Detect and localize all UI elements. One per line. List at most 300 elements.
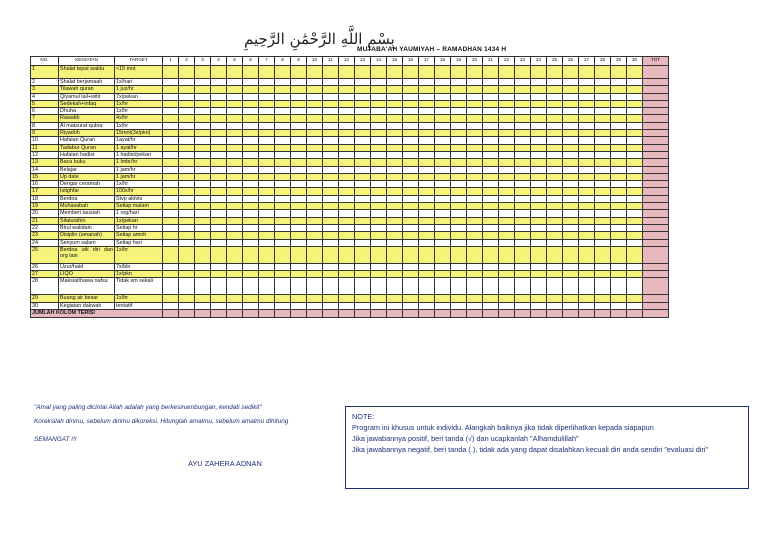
day-cell-14[interactable] (371, 166, 387, 173)
day-cell-22[interactable] (499, 263, 515, 270)
day-cell-24[interactable] (531, 203, 547, 210)
day-cell-12[interactable] (339, 100, 355, 107)
day-cell-13[interactable] (355, 263, 371, 270)
day-cell-16[interactable] (403, 86, 419, 93)
day-cell-7[interactable] (259, 108, 275, 115)
day-cell-15[interactable] (387, 79, 403, 86)
day-cell-26[interactable] (563, 86, 579, 93)
day-cell-26[interactable] (563, 66, 579, 79)
day-cell-6[interactable] (243, 173, 259, 180)
day-cell-7[interactable] (259, 66, 275, 79)
day-cell-30[interactable] (627, 166, 643, 173)
day-cell-2[interactable] (179, 122, 195, 129)
day-cell-21[interactable] (483, 122, 499, 129)
day-cell-26[interactable] (563, 130, 579, 137)
day-cell-28[interactable] (595, 210, 611, 217)
day-cell-6[interactable] (243, 159, 259, 166)
day-cell-14[interactable] (371, 159, 387, 166)
day-cell-29[interactable] (611, 232, 627, 239)
day-cell-25[interactable] (547, 295, 563, 302)
day-cell-29[interactable] (611, 217, 627, 224)
day-cell-16[interactable] (403, 188, 419, 195)
day-cell-30[interactable] (627, 188, 643, 195)
day-cell-6[interactable] (243, 166, 259, 173)
day-cell-17[interactable] (419, 93, 435, 100)
day-cell-6[interactable] (243, 278, 259, 295)
day-cell-7[interactable] (259, 217, 275, 224)
day-cell-7[interactable] (259, 151, 275, 158)
day-cell-25[interactable] (547, 137, 563, 144)
day-cell-30[interactable] (627, 263, 643, 270)
day-cell-24[interactable] (531, 79, 547, 86)
day-cell-7[interactable] (259, 295, 275, 302)
day-cell-10[interactable] (307, 210, 323, 217)
day-cell-4[interactable] (211, 173, 227, 180)
day-cell-8[interactable] (275, 239, 291, 246)
day-cell-4[interactable] (211, 151, 227, 158)
day-cell-6[interactable] (243, 195, 259, 202)
day-cell-29[interactable] (611, 86, 627, 93)
day-cell-8[interactable] (275, 86, 291, 93)
day-cell-7[interactable] (259, 232, 275, 239)
day-cell-7[interactable] (259, 188, 275, 195)
day-cell-17[interactable] (419, 130, 435, 137)
day-cell-6[interactable] (243, 217, 259, 224)
day-cell-29[interactable] (611, 79, 627, 86)
day-cell-4[interactable] (211, 181, 227, 188)
day-cell-27[interactable] (579, 108, 595, 115)
day-cell-14[interactable] (371, 86, 387, 93)
day-cell-1[interactable] (163, 159, 179, 166)
day-cell-7[interactable] (259, 173, 275, 180)
day-cell-21[interactable] (483, 302, 499, 309)
day-cell-9[interactable] (291, 159, 307, 166)
day-cell-4[interactable] (211, 130, 227, 137)
day-cell-15[interactable] (387, 224, 403, 231)
day-cell-2[interactable] (179, 232, 195, 239)
day-cell-23[interactable] (515, 108, 531, 115)
day-cell-29[interactable] (611, 239, 627, 246)
day-cell-12[interactable] (339, 115, 355, 122)
day-cell-24[interactable] (531, 263, 547, 270)
day-cell-25[interactable] (547, 271, 563, 278)
day-cell-3[interactable] (195, 108, 211, 115)
day-cell-12[interactable] (339, 278, 355, 295)
day-cell-2[interactable] (179, 159, 195, 166)
day-cell-19[interactable] (451, 108, 467, 115)
day-cell-28[interactable] (595, 144, 611, 151)
day-cell-21[interactable] (483, 108, 499, 115)
day-cell-17[interactable] (419, 86, 435, 93)
day-cell-3[interactable] (195, 130, 211, 137)
day-cell-8[interactable] (275, 66, 291, 79)
day-cell-21[interactable] (483, 295, 499, 302)
day-cell-20[interactable] (467, 263, 483, 270)
day-cell-18[interactable] (435, 232, 451, 239)
day-cell-17[interactable] (419, 263, 435, 270)
day-cell-26[interactable] (563, 239, 579, 246)
day-cell-15[interactable] (387, 239, 403, 246)
day-cell-3[interactable] (195, 137, 211, 144)
day-cell-13[interactable] (355, 66, 371, 79)
day-cell-10[interactable] (307, 195, 323, 202)
day-cell-10[interactable] (307, 159, 323, 166)
day-cell-19[interactable] (451, 271, 467, 278)
day-cell-23[interactable] (515, 188, 531, 195)
day-cell-23[interactable] (515, 263, 531, 270)
day-cell-10[interactable] (307, 203, 323, 210)
day-cell-3[interactable] (195, 159, 211, 166)
day-cell-27[interactable] (579, 86, 595, 93)
day-cell-25[interactable] (547, 115, 563, 122)
day-cell-12[interactable] (339, 173, 355, 180)
day-cell-20[interactable] (467, 188, 483, 195)
day-cell-18[interactable] (435, 278, 451, 295)
day-cell-8[interactable] (275, 224, 291, 231)
day-cell-24[interactable] (531, 108, 547, 115)
day-cell-8[interactable] (275, 217, 291, 224)
day-cell-20[interactable] (467, 137, 483, 144)
day-cell-24[interactable] (531, 93, 547, 100)
day-cell-10[interactable] (307, 79, 323, 86)
day-cell-5[interactable] (227, 217, 243, 224)
day-cell-20[interactable] (467, 224, 483, 231)
day-cell-4[interactable] (211, 93, 227, 100)
day-cell-27[interactable] (579, 278, 595, 295)
day-cell-14[interactable] (371, 151, 387, 158)
day-cell-1[interactable] (163, 108, 179, 115)
day-cell-7[interactable] (259, 130, 275, 137)
day-cell-10[interactable] (307, 108, 323, 115)
day-cell-4[interactable] (211, 188, 227, 195)
day-cell-29[interactable] (611, 159, 627, 166)
day-cell-30[interactable] (627, 295, 643, 302)
day-cell-2[interactable] (179, 151, 195, 158)
day-cell-16[interactable] (403, 203, 419, 210)
day-cell-17[interactable] (419, 137, 435, 144)
day-cell-3[interactable] (195, 122, 211, 129)
day-cell-26[interactable] (563, 188, 579, 195)
day-cell-13[interactable] (355, 224, 371, 231)
day-cell-21[interactable] (483, 100, 499, 107)
day-cell-17[interactable] (419, 302, 435, 309)
day-cell-13[interactable] (355, 217, 371, 224)
day-cell-1[interactable] (163, 173, 179, 180)
day-cell-28[interactable] (595, 79, 611, 86)
day-cell-20[interactable] (467, 100, 483, 107)
day-cell-9[interactable] (291, 224, 307, 231)
day-cell-27[interactable] (579, 93, 595, 100)
day-cell-15[interactable] (387, 203, 403, 210)
day-cell-4[interactable] (211, 108, 227, 115)
day-cell-3[interactable] (195, 144, 211, 151)
day-cell-9[interactable] (291, 151, 307, 158)
day-cell-30[interactable] (627, 115, 643, 122)
day-cell-28[interactable] (595, 302, 611, 309)
day-cell-2[interactable] (179, 86, 195, 93)
day-cell-9[interactable] (291, 144, 307, 151)
day-cell-15[interactable] (387, 166, 403, 173)
day-cell-25[interactable] (547, 151, 563, 158)
day-cell-11[interactable] (323, 295, 339, 302)
day-cell-1[interactable] (163, 166, 179, 173)
day-cell-4[interactable] (211, 159, 227, 166)
day-cell-29[interactable] (611, 151, 627, 158)
day-cell-23[interactable] (515, 232, 531, 239)
day-cell-3[interactable] (195, 210, 211, 217)
day-cell-2[interactable] (179, 224, 195, 231)
day-cell-16[interactable] (403, 195, 419, 202)
day-cell-17[interactable] (419, 246, 435, 263)
day-cell-14[interactable] (371, 93, 387, 100)
day-cell-23[interactable] (515, 166, 531, 173)
day-cell-22[interactable] (499, 122, 515, 129)
day-cell-13[interactable] (355, 295, 371, 302)
day-cell-20[interactable] (467, 159, 483, 166)
day-cell-19[interactable] (451, 93, 467, 100)
day-cell-15[interactable] (387, 137, 403, 144)
day-cell-28[interactable] (595, 232, 611, 239)
day-cell-9[interactable] (291, 115, 307, 122)
day-cell-15[interactable] (387, 130, 403, 137)
day-cell-24[interactable] (531, 302, 547, 309)
day-cell-12[interactable] (339, 93, 355, 100)
day-cell-10[interactable] (307, 302, 323, 309)
day-cell-21[interactable] (483, 66, 499, 79)
day-cell-15[interactable] (387, 271, 403, 278)
day-cell-19[interactable] (451, 130, 467, 137)
day-cell-9[interactable] (291, 232, 307, 239)
day-cell-14[interactable] (371, 144, 387, 151)
day-cell-21[interactable] (483, 137, 499, 144)
day-cell-25[interactable] (547, 263, 563, 270)
day-cell-22[interactable] (499, 188, 515, 195)
day-cell-17[interactable] (419, 151, 435, 158)
day-cell-18[interactable] (435, 144, 451, 151)
day-cell-18[interactable] (435, 151, 451, 158)
day-cell-12[interactable] (339, 130, 355, 137)
day-cell-23[interactable] (515, 295, 531, 302)
day-cell-2[interactable] (179, 210, 195, 217)
day-cell-17[interactable] (419, 108, 435, 115)
day-cell-12[interactable] (339, 224, 355, 231)
day-cell-28[interactable] (595, 195, 611, 202)
day-cell-15[interactable] (387, 144, 403, 151)
day-cell-12[interactable] (339, 122, 355, 129)
day-cell-23[interactable] (515, 66, 531, 79)
day-cell-14[interactable] (371, 79, 387, 86)
day-cell-21[interactable] (483, 239, 499, 246)
day-cell-20[interactable] (467, 246, 483, 263)
day-cell-24[interactable] (531, 122, 547, 129)
day-cell-9[interactable] (291, 278, 307, 295)
day-cell-30[interactable] (627, 66, 643, 79)
day-cell-24[interactable] (531, 195, 547, 202)
day-cell-9[interactable] (291, 93, 307, 100)
day-cell-14[interactable] (371, 232, 387, 239)
day-cell-30[interactable] (627, 302, 643, 309)
day-cell-4[interactable] (211, 295, 227, 302)
day-cell-1[interactable] (163, 137, 179, 144)
day-cell-22[interactable] (499, 100, 515, 107)
day-cell-12[interactable] (339, 232, 355, 239)
day-cell-19[interactable] (451, 210, 467, 217)
day-cell-29[interactable] (611, 302, 627, 309)
day-cell-29[interactable] (611, 130, 627, 137)
day-cell-14[interactable] (371, 278, 387, 295)
day-cell-16[interactable] (403, 93, 419, 100)
day-cell-10[interactable] (307, 295, 323, 302)
day-cell-24[interactable] (531, 159, 547, 166)
day-cell-6[interactable] (243, 93, 259, 100)
day-cell-5[interactable] (227, 232, 243, 239)
day-cell-21[interactable] (483, 263, 499, 270)
day-cell-22[interactable] (499, 246, 515, 263)
day-cell-30[interactable] (627, 137, 643, 144)
day-cell-5[interactable] (227, 130, 243, 137)
day-cell-11[interactable] (323, 166, 339, 173)
day-cell-8[interactable] (275, 166, 291, 173)
day-cell-1[interactable] (163, 278, 179, 295)
day-cell-26[interactable] (563, 151, 579, 158)
day-cell-26[interactable] (563, 210, 579, 217)
day-cell-4[interactable] (211, 115, 227, 122)
day-cell-28[interactable] (595, 188, 611, 195)
day-cell-21[interactable] (483, 159, 499, 166)
day-cell-19[interactable] (451, 246, 467, 263)
day-cell-4[interactable] (211, 122, 227, 129)
day-cell-12[interactable] (339, 246, 355, 263)
day-cell-21[interactable] (483, 144, 499, 151)
day-cell-20[interactable] (467, 130, 483, 137)
day-cell-20[interactable] (467, 144, 483, 151)
day-cell-26[interactable] (563, 224, 579, 231)
day-cell-13[interactable] (355, 246, 371, 263)
day-cell-15[interactable] (387, 295, 403, 302)
day-cell-8[interactable] (275, 195, 291, 202)
day-cell-21[interactable] (483, 166, 499, 173)
day-cell-19[interactable] (451, 203, 467, 210)
day-cell-25[interactable] (547, 203, 563, 210)
day-cell-29[interactable] (611, 224, 627, 231)
day-cell-26[interactable] (563, 217, 579, 224)
day-cell-12[interactable] (339, 295, 355, 302)
day-cell-13[interactable] (355, 271, 371, 278)
day-cell-30[interactable] (627, 159, 643, 166)
day-cell-10[interactable] (307, 86, 323, 93)
day-cell-3[interactable] (195, 100, 211, 107)
day-cell-6[interactable] (243, 224, 259, 231)
day-cell-20[interactable] (467, 302, 483, 309)
day-cell-3[interactable] (195, 278, 211, 295)
day-cell-19[interactable] (451, 295, 467, 302)
day-cell-11[interactable] (323, 195, 339, 202)
day-cell-18[interactable] (435, 130, 451, 137)
day-cell-9[interactable] (291, 166, 307, 173)
day-cell-22[interactable] (499, 210, 515, 217)
day-cell-7[interactable] (259, 195, 275, 202)
day-cell-25[interactable] (547, 108, 563, 115)
day-cell-29[interactable] (611, 246, 627, 263)
day-cell-13[interactable] (355, 122, 371, 129)
day-cell-4[interactable] (211, 137, 227, 144)
day-cell-19[interactable] (451, 278, 467, 295)
day-cell-23[interactable] (515, 86, 531, 93)
day-cell-11[interactable] (323, 122, 339, 129)
day-cell-28[interactable] (595, 181, 611, 188)
day-cell-28[interactable] (595, 100, 611, 107)
day-cell-22[interactable] (499, 271, 515, 278)
day-cell-15[interactable] (387, 108, 403, 115)
day-cell-6[interactable] (243, 203, 259, 210)
day-cell-18[interactable] (435, 295, 451, 302)
day-cell-10[interactable] (307, 144, 323, 151)
day-cell-15[interactable] (387, 93, 403, 100)
day-cell-15[interactable] (387, 188, 403, 195)
day-cell-4[interactable] (211, 79, 227, 86)
day-cell-20[interactable] (467, 151, 483, 158)
day-cell-23[interactable] (515, 224, 531, 231)
day-cell-27[interactable] (579, 263, 595, 270)
day-cell-2[interactable] (179, 263, 195, 270)
day-cell-5[interactable] (227, 195, 243, 202)
day-cell-5[interactable] (227, 108, 243, 115)
day-cell-29[interactable] (611, 122, 627, 129)
day-cell-5[interactable] (227, 224, 243, 231)
day-cell-27[interactable] (579, 203, 595, 210)
day-cell-24[interactable] (531, 151, 547, 158)
day-cell-9[interactable] (291, 130, 307, 137)
day-cell-29[interactable] (611, 278, 627, 295)
day-cell-11[interactable] (323, 224, 339, 231)
day-cell-17[interactable] (419, 181, 435, 188)
day-cell-13[interactable] (355, 278, 371, 295)
day-cell-16[interactable] (403, 144, 419, 151)
day-cell-2[interactable] (179, 108, 195, 115)
day-cell-1[interactable] (163, 181, 179, 188)
day-cell-16[interactable] (403, 66, 419, 79)
day-cell-6[interactable] (243, 79, 259, 86)
day-cell-28[interactable] (595, 271, 611, 278)
day-cell-23[interactable] (515, 271, 531, 278)
day-cell-2[interactable] (179, 144, 195, 151)
day-cell-24[interactable] (531, 144, 547, 151)
day-cell-26[interactable] (563, 203, 579, 210)
day-cell-3[interactable] (195, 166, 211, 173)
day-cell-27[interactable] (579, 144, 595, 151)
day-cell-29[interactable] (611, 210, 627, 217)
day-cell-20[interactable] (467, 239, 483, 246)
day-cell-16[interactable] (403, 232, 419, 239)
day-cell-14[interactable] (371, 271, 387, 278)
day-cell-24[interactable] (531, 181, 547, 188)
day-cell-12[interactable] (339, 188, 355, 195)
day-cell-17[interactable] (419, 173, 435, 180)
day-cell-16[interactable] (403, 224, 419, 231)
day-cell-30[interactable] (627, 217, 643, 224)
day-cell-28[interactable] (595, 93, 611, 100)
day-cell-14[interactable] (371, 122, 387, 129)
day-cell-27[interactable] (579, 100, 595, 107)
day-cell-3[interactable] (195, 173, 211, 180)
day-cell-30[interactable] (627, 130, 643, 137)
day-cell-1[interactable] (163, 188, 179, 195)
day-cell-20[interactable] (467, 232, 483, 239)
day-cell-5[interactable] (227, 302, 243, 309)
day-cell-13[interactable] (355, 210, 371, 217)
day-cell-22[interactable] (499, 86, 515, 93)
day-cell-11[interactable] (323, 151, 339, 158)
